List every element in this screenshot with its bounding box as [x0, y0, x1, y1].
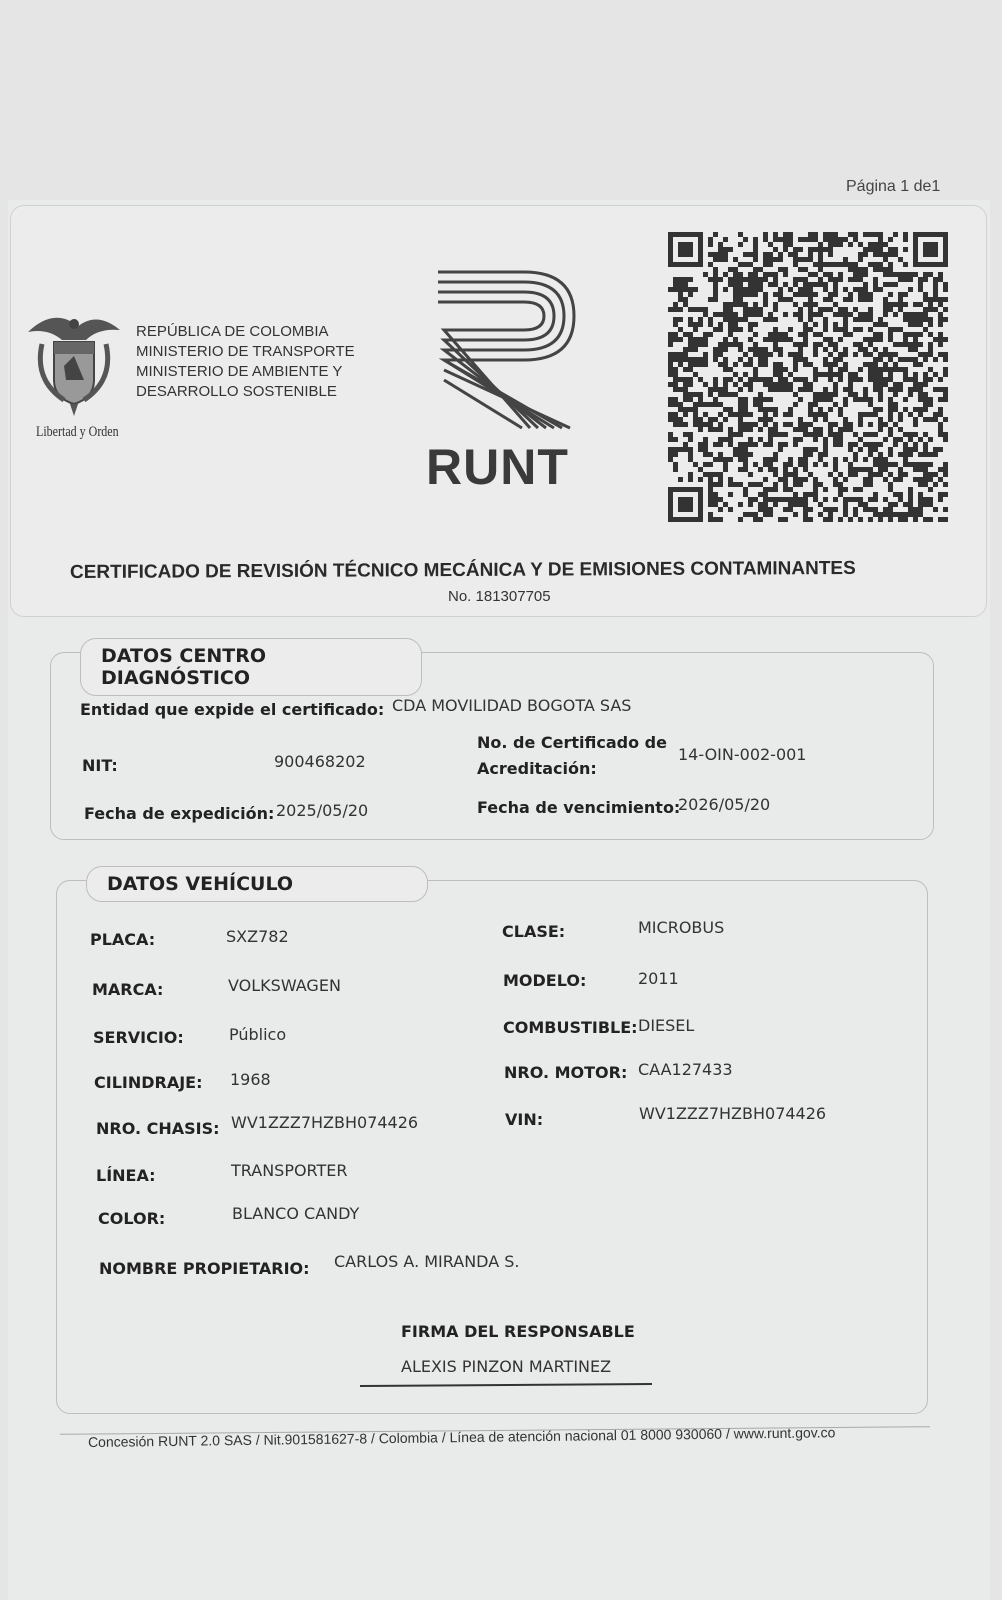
nit-value: 900468202	[274, 752, 366, 771]
signature-label: FIRMA DEL RESPONSABLE	[401, 1322, 635, 1341]
color-value: BLANCO CANDY	[232, 1204, 360, 1223]
vin-label: VIN:	[505, 1110, 544, 1129]
fuel-label: COMBUSTIBLE:	[503, 1018, 638, 1037]
signature-name: ALEXIS PINZON MARTINEZ	[401, 1357, 612, 1376]
expiry-date-label: Fecha de vencimiento:	[477, 798, 681, 817]
entity-label: Entidad que expide el certificado:	[80, 700, 385, 719]
accreditation-label-cont: Acreditación:	[477, 759, 597, 778]
page-number: Página 1 de1	[846, 178, 941, 195]
color-label: COLOR:	[98, 1209, 166, 1228]
chassis-label: NRO. CHASIS:	[96, 1119, 220, 1138]
accreditation-label: No. de Certificado de	[477, 733, 667, 752]
ministry-line: DESARROLLO SOSTENIBLE	[136, 383, 337, 400]
owner-value: CARLOS A. MIRANDA S.	[334, 1252, 520, 1271]
motto: Libertad y Orden	[36, 424, 119, 440]
certificate-title: CERTIFICADO DE REVISIÓN TÉCNICO MECÁNICA Y DE EMISIONES CONTAMINANTES	[69, 557, 856, 584]
model-label: MODELO:	[503, 971, 587, 990]
plate-value: SXZ782	[226, 927, 289, 946]
footer-text: Concesión RUNT 2.0 SAS / Nit.901581627-8 / Colombia / Línea de atención nacional 01 8000 930060 / www.runt.gov.co	[87, 1424, 836, 1450]
engine-number-label: NRO. MOTOR:	[504, 1063, 628, 1082]
fuel-value: DIESEL	[638, 1016, 695, 1035]
class-label: CLASE:	[502, 922, 566, 941]
ministry-line: REPÚBLICA DE COLOMBIA	[136, 323, 329, 340]
coat-of-arms-icon	[26, 310, 122, 418]
accreditation-value: 14-OIN-002-001	[678, 745, 807, 764]
qr-code	[668, 232, 948, 522]
plate-label: PLACA:	[90, 930, 156, 949]
vin-value: WV1ZZZ7HZBH074426	[639, 1104, 827, 1123]
service-value: Público	[229, 1025, 287, 1044]
ministry-line: MINISTERIO DE AMBIENTE Y	[136, 363, 343, 380]
owner-label: NOMBRE PROPIETARIO:	[99, 1259, 310, 1278]
line-label: LÍNEA:	[96, 1166, 156, 1185]
displacement-value: 1968	[230, 1070, 271, 1089]
runt-logo-icon	[434, 268, 594, 433]
issuing-ministries	[136, 322, 355, 402]
vehicle-title: DATOS VEHÍCULO	[86, 866, 428, 902]
expiry-date-value: 2026/05/20	[678, 795, 771, 814]
brand-value: VOLKSWAGEN	[228, 976, 341, 995]
displacement-label: CILINDRAJE:	[94, 1073, 203, 1092]
class-value: MICROBUS	[638, 918, 725, 937]
brand-label: MARCA:	[92, 980, 164, 999]
ministry-line: MINISTERIO DE TRANSPORTE	[136, 343, 355, 360]
model-value: 2011	[638, 969, 679, 988]
chassis-value: WV1ZZZ7HZBH074426	[231, 1113, 419, 1132]
runt-logo-text: RUNT	[426, 439, 569, 495]
certificate-number: No. 181307705	[448, 588, 551, 605]
issue-date-value: 2025/05/20	[276, 801, 369, 820]
diagnostic-center-title: DATOS CENTRO DIAGNÓSTICO	[80, 638, 422, 696]
entity-value: CDA MOVILIDAD BOGOTA SAS	[392, 696, 632, 715]
service-label: SERVICIO:	[93, 1028, 184, 1047]
engine-number-value: CAA127433	[638, 1060, 733, 1079]
issue-date-label: Fecha de expedición:	[84, 804, 275, 823]
nit-label: NIT:	[82, 756, 118, 775]
line-value: TRANSPORTER	[231, 1161, 348, 1180]
